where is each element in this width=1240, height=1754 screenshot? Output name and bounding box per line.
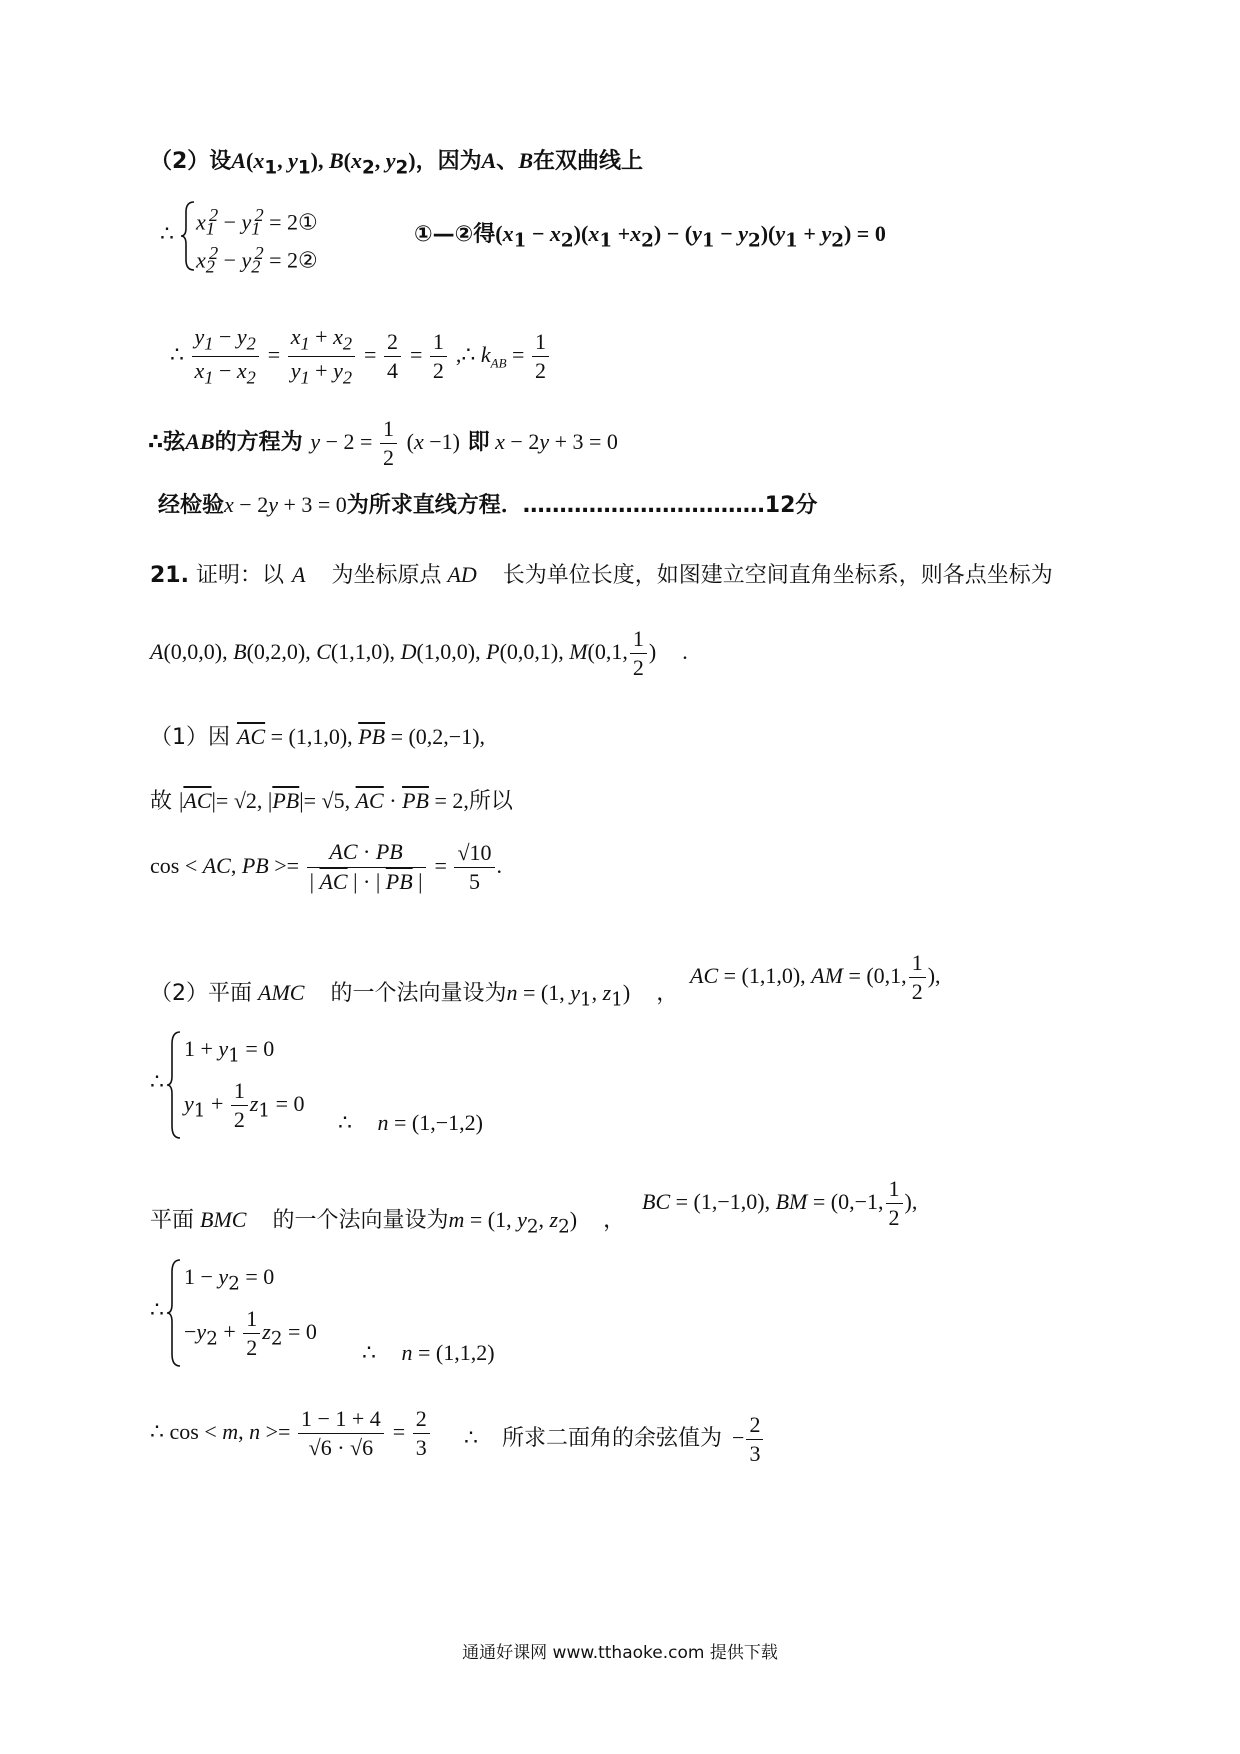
system2-eq1: $1 + y_1 = 0$ bbox=[184, 1036, 275, 1067]
equation-2: $x_2^2 - y_2^2$ = 2② bbox=[196, 243, 318, 277]
slope-derivation: ∴ $\frac{y_1 - y_2}{x_1 - x_2}$ = $\frac{x_1 + x_2}{y_1 + y_2}$ = $\frac{2}{4}$ = $\frac{1}{2}$ ,∴ $k_{AB}$ = $\frac{1}{2}$ bbox=[170, 326, 551, 392]
therefore-symbol-2: ∴ bbox=[150, 1070, 164, 1095]
part1-cosine: cos < AC, PB >= $\frac{AC \cdot PB}{| \overline{AC} | \cdot | \overline{PB} |}$ = $\frac{√10}{5}$ . bbox=[150, 838, 503, 894]
problem-21-intro: 21. 证明：以 A 为坐标原点 AD 长为单位长度，如图建立空间直角坐标系，则各点坐标为 bbox=[150, 562, 1053, 588]
therefore-symbol: ∴ bbox=[160, 222, 174, 247]
left-brace bbox=[180, 200, 196, 272]
verification-line: 经检验x − 2y + 3 = 0为所求直线方程．……………………………12分 bbox=[158, 492, 818, 518]
left-brace-3 bbox=[166, 1258, 182, 1368]
part2-plane-amc: （2）平面 AMC 的一个法向量设为n = (1, $y_1$, $z_1$) ， bbox=[150, 980, 679, 1011]
final-answer: ∴ 所求二面角的余弦值为 − $\frac{2}{3}$ bbox=[464, 1410, 765, 1467]
point-coordinates: A(0,0,0), B(0,2,0), C(1,1,0), D(1,0,0), P(0,0,1), M(0,1, $\frac{1}{2}$ ) . bbox=[150, 625, 688, 680]
plane-bmc: 平面 BMC 的一个法向量设为m = (1, $y_2$, $z_2$) ， bbox=[150, 1207, 626, 1238]
left-brace-2 bbox=[166, 1030, 182, 1140]
equation-1: $x_1^2 - y_1^2$ = 2① bbox=[196, 205, 318, 239]
part2-vectors-amc: AC = (1,1,0), AM = (0,1, $\frac{1}{2}$ ), bbox=[690, 949, 941, 1004]
system2-eq2: $y_1$ + $\frac{1}{2}$ $z_1 = 0$ bbox=[184, 1077, 305, 1132]
final-cosine: ∴ cos < m, n >= $\frac{1 - 1 + 4}{√6 \cdot √6}$ = $\frac{2}{3}$ bbox=[150, 1400, 432, 1465]
line-part2-setup: （2）设$A(x_1$, $y_1$), $B(x_2$, $y_2$)，因为A、B在双曲线上 bbox=[150, 148, 644, 179]
normal-vector-n-2: ∴ n = (1,1,2) bbox=[362, 1340, 495, 1365]
part1-magnitudes: 故 $|\overline{AC}|= √2$, $|\overline{PB}|= √5$, $\overline{AC} \cdot \overline{PB} = 2$,所以 bbox=[150, 788, 513, 814]
chord-equation: ∴弦AB的方程为 y − 2 = $\frac{1}{2}$ (x −1) 即 x − 2y + 3 = 0 bbox=[148, 415, 618, 470]
normal-vector-n: ∴ n = (1,−1,2) bbox=[338, 1110, 483, 1135]
subtract-result: ①—②得$(x_1 - x_2)(x_1 +x_2) - (y_1 - y_2)(y_1 + y_2) = 0$ bbox=[414, 221, 886, 252]
therefore-symbol-3: ∴ bbox=[150, 1298, 164, 1323]
page-footer: 通通好课网 www.tthaoke.com 提供下载 bbox=[462, 1643, 778, 1663]
part2-vectors-bmc: BC = (1,−1,0), BM = (0,−1, $\frac{1}{2}$ ), bbox=[642, 1175, 918, 1230]
part1-vectors: （1）因 $\overline{AC} = (1,1,0)$, $\overline{PB} = (0,2,-1)$, bbox=[150, 724, 486, 750]
system3-eq2: $-y_2$ + $\frac{1}{2}$ $z_2 = 0$ bbox=[184, 1305, 317, 1360]
system3-eq1: $1 - y_2 = 0$ bbox=[184, 1264, 275, 1295]
